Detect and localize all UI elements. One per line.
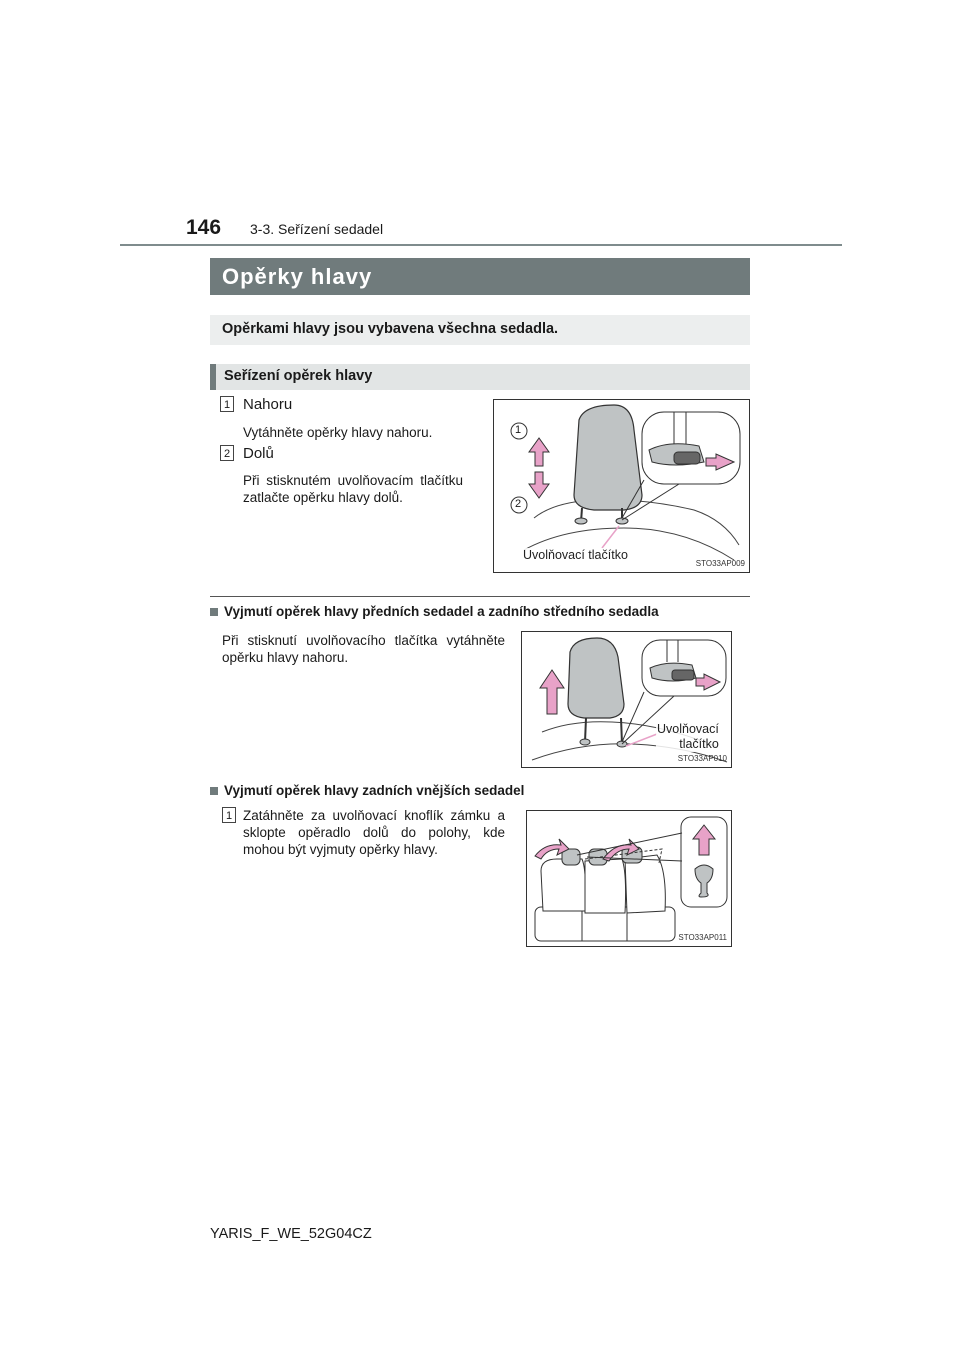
item-title-2: Dolů — [243, 445, 274, 462]
section-title: 3-3. Seřízení sedadel — [250, 221, 384, 237]
document-code: YARIS_F_WE_52G04CZ — [210, 1226, 372, 1242]
section3-number: 1 — [222, 807, 236, 823]
rear-seat-fold-illustration — [527, 811, 733, 948]
figure-headrest-remove-front — [521, 631, 732, 768]
figure-code-3: STO33AP011 — [678, 933, 727, 942]
item-number-2: 2 — [220, 445, 234, 461]
section2-heading-text: Vyjmutí opěrek hlavy předních sedadel a zadního středního sedadla — [224, 604, 659, 619]
release-button-label: Uvolňovací tlačítko — [523, 548, 628, 562]
bullet-square — [210, 608, 218, 616]
header-divider — [120, 244, 842, 246]
figure-headrest-adjust — [493, 399, 750, 573]
section2-text: Při stisknutí uvolňovacího tlačítka vytáhněte opěrku hlavy nahoru. — [222, 633, 505, 665]
section2-heading — [210, 604, 659, 619]
bullet-square-2 — [210, 787, 218, 795]
section-divider — [210, 596, 750, 597]
item-title-1: Nahoru — [243, 396, 293, 413]
release-button-label-2 — [656, 722, 720, 752]
intro-bar — [210, 315, 750, 345]
figure-code: STO33AP009 — [695, 559, 745, 568]
section3-text: Zatáhněte za uvolňovací knoflík zámku a sklopte opěradlo dolů do polohy, kde mohou být vyjmuty opěrky hlavy. — [243, 808, 505, 857]
release-button-label-line1: Uvolňovací — [657, 722, 719, 736]
page-number: 146 — [186, 216, 222, 239]
marker-2: 2 — [515, 498, 522, 510]
marker-1: 1 — [515, 424, 522, 436]
intro-text: Opěrkami hlavy jsou vybavena všechna sedadla. — [222, 321, 559, 337]
page-title: Opěrky hlavy — [222, 264, 373, 289]
section3-heading — [210, 783, 524, 798]
item-text-1: Vytáhněte opěrky hlavy nahoru. — [243, 425, 433, 440]
subheading-bar — [210, 364, 750, 390]
item-text-2: Při stisknutém uvolňovacím tlačítku zatlačte opěrku hlavy dolů. — [243, 473, 463, 505]
figure-rear-seat-fold — [526, 810, 732, 947]
section3-heading-text: Vyjmutí opěrek hlavy zadních vnějších sedadel — [224, 783, 525, 798]
figure-code-2: STO33AP010 — [677, 754, 727, 763]
title-bar — [210, 258, 750, 295]
item-number-1: 1 — [220, 396, 234, 412]
subheading: Seřízení opěrek hlavy — [224, 368, 373, 384]
release-button-label-line2: tlačítko — [679, 737, 719, 751]
